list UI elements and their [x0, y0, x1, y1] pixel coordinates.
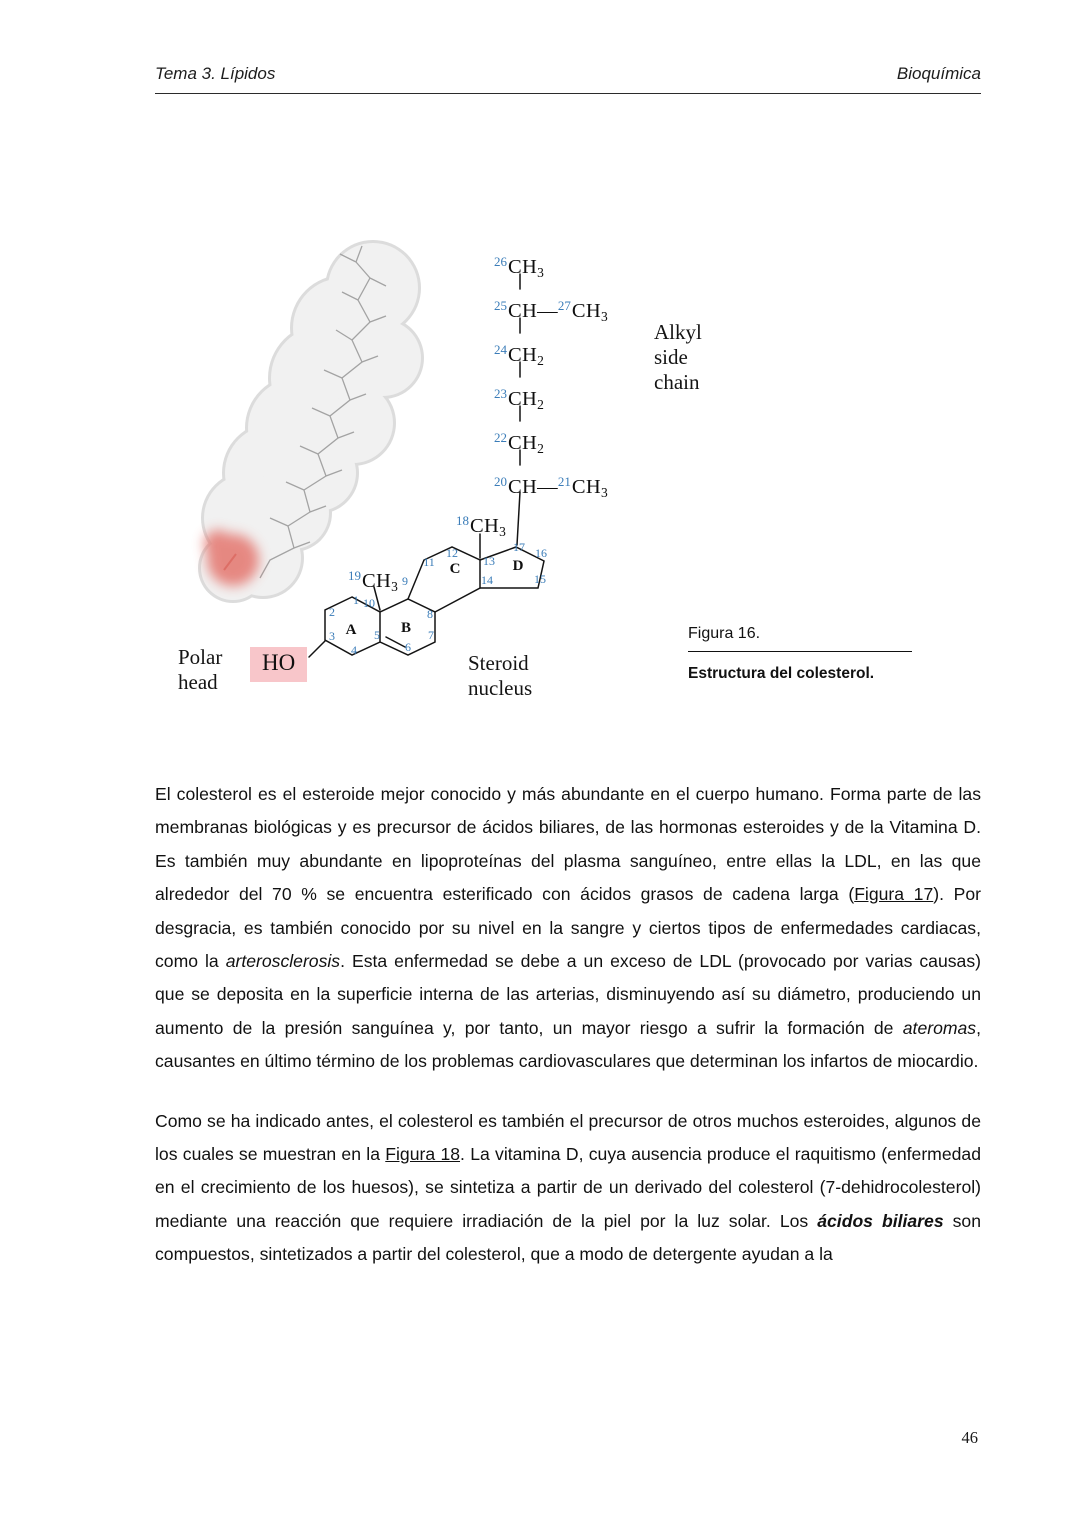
- ring-number-6: 6: [405, 640, 411, 654]
- ring-number-14: 14: [481, 573, 493, 587]
- paragraph-1: [155, 778, 981, 1079]
- ring-number-9: 9: [402, 574, 408, 588]
- ring-number-2: 2: [329, 605, 335, 619]
- ring-number-17: 17: [513, 540, 525, 554]
- locant-19: 19: [348, 568, 361, 583]
- p2-text: Como se ha indicado antes, el colesterol es también el precursor de otros muchos esteroides, algunos de los cuales se muestran en la: [155, 1110, 981, 1165]
- subscript-19: 3: [391, 579, 398, 594]
- ring-number-5: 5: [374, 628, 380, 642]
- ring-letter-a: A: [345, 622, 357, 638]
- chain-carbon-26: [494, 250, 544, 285]
- ring-number-1: 1: [353, 593, 359, 607]
- p1-text: . Esta enfermedad se debe a un exceso de LDL (provocado por varias causas) que se deposita en la superficie interna de las arterias, disminuyendo así su diámetro, produciendo un aumento de la presión sanguínea y, por tanto, un mayor riesgo a sufrir la formación de: [155, 951, 981, 1038]
- ring-number-8: 8: [427, 607, 433, 621]
- formula-18: CH: [470, 515, 500, 537]
- locant-27: 27: [557, 298, 571, 313]
- locant-24: 24: [494, 342, 507, 357]
- subscript-23: 2: [537, 397, 544, 412]
- ring-number-15: 15: [534, 572, 546, 586]
- bond-dash-25-27: —: [537, 300, 558, 322]
- figura-17-reference[interactable]: Figura 17: [854, 884, 934, 905]
- term-ateromas: ateromas: [902, 1017, 977, 1038]
- figura-18-reference[interactable]: Figura 18: [385, 1144, 461, 1165]
- chain-carbon-25: [494, 294, 608, 329]
- subscript-24: 2: [537, 353, 544, 368]
- page-header: [155, 64, 981, 94]
- polar-head-label: Polar head: [178, 645, 223, 694]
- term-acidos-biliares: ácidos biliares: [817, 1210, 944, 1231]
- locant-20: 20: [494, 474, 507, 489]
- ring-number-11: 11: [423, 555, 435, 569]
- ring-number-16: 16: [535, 546, 547, 560]
- bond-dash-20-21: —: [537, 476, 558, 498]
- formula-21: CH: [571, 476, 601, 498]
- ring-number-7: 7: [428, 628, 434, 642]
- formula-27: CH: [571, 300, 601, 322]
- locant-21: 21: [557, 474, 571, 489]
- cholesterol-figure: [148, 228, 948, 703]
- chain-carbon-22: [494, 426, 544, 461]
- chain-carbon-23: [494, 382, 544, 417]
- body-text: [155, 778, 981, 1272]
- locant-25: 25: [494, 298, 507, 313]
- formula-20: CH: [508, 476, 538, 498]
- formula-19: CH: [362, 570, 392, 592]
- p1-text: , causantes en último término de los problemas cardiovasculares que determinan los infartos de miocardio.: [155, 1017, 981, 1072]
- figure-caption: [688, 625, 912, 683]
- ring-number-4: 4: [351, 643, 357, 657]
- page-number: 46: [961, 1428, 978, 1447]
- hydroxyl-label: HO: [262, 650, 296, 675]
- ring-number-13: 13: [483, 554, 495, 568]
- p2-text: . La vitamina D, cuya ausencia produce el raquitismo (enfermedad en el crecimiento de los huesos), se sintetiza a partir de un derivado del colesterol (7-dehidrocolesterol) mediante una reacción que requiere irradiación de la piel por la luz solar. Los: [155, 1144, 981, 1231]
- locant-22: 22: [494, 430, 507, 445]
- subscript-22: 2: [537, 441, 544, 456]
- p2-text: son compuestos, sintetizados a partir del colesterol, que a modo de detergente ayudan a la: [155, 1210, 981, 1265]
- steroid-nucleus-label: Steroid nucleus: [468, 651, 533, 700]
- ring-number-10: 10: [363, 596, 375, 610]
- p1-text: El colesterol es el esteroide mejor conocido y más abundante en el cuerpo humano. Forma parte de las membranas biológicas y es precursor de ácidos biliares, de las hormonas esteroides y de la Vitamina D. Es también muy abundante en lipoproteínas del plasma sanguíneo, entre ellas la LDL, en las que alrededor del 70 % se encuentra esterificado con ácidos grasos de cadena larga (: [155, 784, 981, 905]
- formula-23: CH: [508, 388, 538, 410]
- subscript-18: 3: [499, 524, 506, 539]
- term-arterosclerosis: arterosclerosis: [225, 951, 341, 972]
- methyl-18: [456, 509, 506, 544]
- methyl-19: [348, 564, 398, 599]
- formula-24: CH: [508, 344, 538, 366]
- figure-title: Estructura del colesterol.: [688, 665, 875, 682]
- ring-letter-b: B: [400, 620, 412, 636]
- chain-carbon-20: [494, 470, 608, 505]
- alkyl-side-chain-label: Alkyl side chain: [654, 320, 702, 394]
- chain-carbon-24: [494, 338, 544, 373]
- ring-number-12: 12: [446, 546, 458, 560]
- locant-26: 26: [494, 254, 507, 269]
- paragraph-2: [155, 1105, 981, 1272]
- ring-letter-d: D: [512, 558, 524, 574]
- formula-25: CH: [508, 300, 538, 322]
- ring-number-3: 3: [329, 629, 335, 643]
- subscript-27: 3: [600, 309, 608, 324]
- locant-23: 23: [494, 386, 507, 401]
- subscript-26: 3: [537, 265, 544, 280]
- p1-text: ). Por desgracia, es también conocido por su nivel en la sangre y ciertos tipos de enfermedades cardiacas, como la: [155, 884, 981, 972]
- header-subject: Bioquímica: [896, 64, 981, 83]
- molecular-model: [198, 240, 424, 603]
- header-chapter: Tema 3. Lípidos: [155, 64, 276, 83]
- locant-18: 18: [456, 513, 469, 528]
- ring-letter-c: C: [449, 561, 461, 577]
- subscript-21: 3: [600, 485, 608, 500]
- figure-number: Figura 16.: [688, 625, 912, 652]
- hydroxyl-group-highlight: [250, 647, 307, 682]
- formula-22: CH: [508, 432, 538, 454]
- formula-26: CH: [508, 256, 538, 278]
